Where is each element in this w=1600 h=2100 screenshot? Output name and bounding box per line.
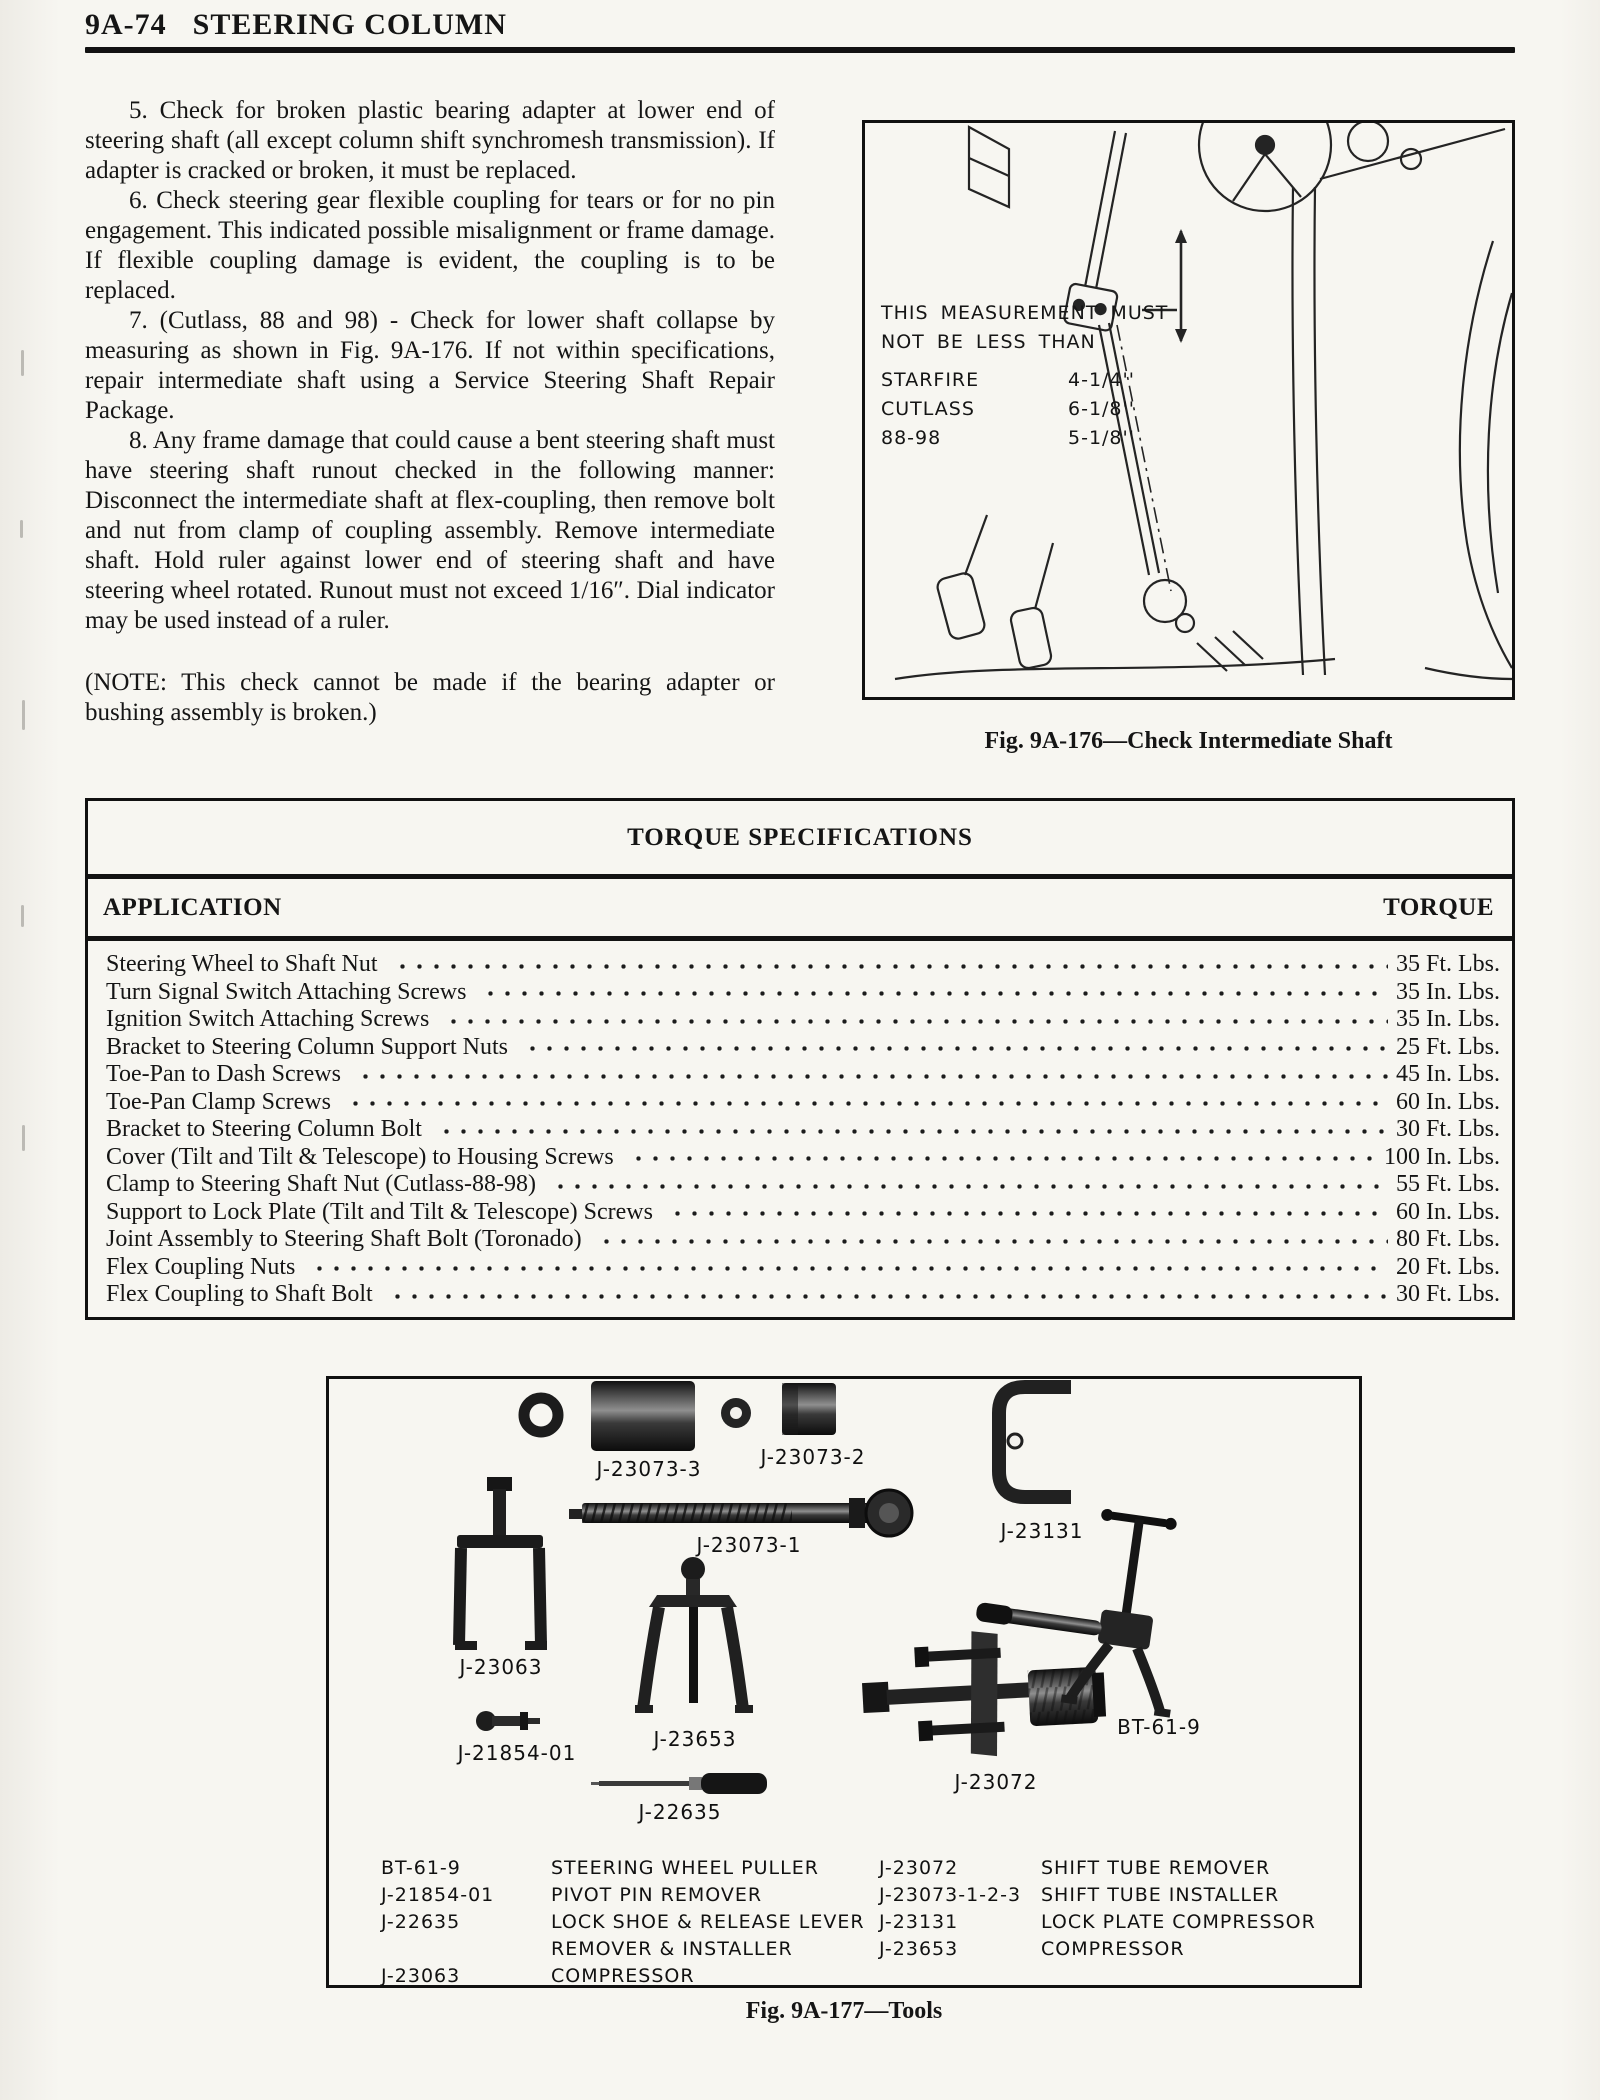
legend-code [879,1965,1041,1992]
paragraph-8: 8. Any frame damage that could cause a bent steering shaft must have steering shaft runout checked in the following manner: Disconnect the intermediate shaft at flex-coupling, then remove bolt and nut from clamp of coupling assembly. Remove intermediate shaft. Hold ruler against lower end of steering shaft and have steering wheel rotated. Runout must not exceed 1/16″. Dial indicator may be used instead of a ruler. [85,427,775,634]
page-header [85,8,507,42]
dot-leader [482,986,1388,1006]
tool-label: J-23072 [954,1770,1038,1794]
torque-rows [88,941,1512,1309]
application-cell: Flex Coupling to Shaft Bolt [106,1281,373,1307]
dot-leader [357,1069,1388,1089]
table-row [106,1006,1500,1034]
figure-177-caption: Fig. 9A-177—Tools [745,1998,943,2024]
application-cell: Ignition Switch Attaching Screws [106,1006,430,1032]
article-column [85,96,775,728]
section-code: 9A-74 [85,8,167,41]
legend-desc: COMPRESSOR [551,1965,695,1987]
model-value: 4-1/4'' [1068,369,1135,391]
table-row [106,1171,1500,1199]
legend-desc: PIVOT PIN REMOVER [551,1884,763,1906]
figure-annotation [881,299,1168,357]
tools-legend [381,1857,1331,1992]
legend-desc: LOCK SHOE & RELEASE LEVER [551,1911,865,1933]
dot-leader [445,1014,1388,1034]
scan-mark [20,520,23,538]
annotation-line-1: THIS MEASUREMENT MUST [881,302,1169,324]
torque-cell: 30 Ft. Lbs. [1395,1281,1500,1307]
tool-label: J-21854-01 [457,1741,577,1765]
annotation-line-2: NOT BE LESS THAN [881,331,1096,353]
tool-label: J-22635 [638,1800,722,1824]
application-cell: Joint Assembly to Steering Shaft Bolt (Toronado) [106,1226,582,1252]
scan-mark [22,1125,25,1151]
legend-code: J-22635 [381,1911,461,1933]
application-cell: Steering Wheel to Shaft Nut [106,951,378,977]
legend-code: BT-61-9 [381,1857,461,1879]
measurement-table [881,366,1135,453]
torque-cell: 100 In. Lbs. [1384,1143,1500,1170]
dot-leader [552,1179,1388,1199]
tool-label: J-23063 [459,1655,543,1679]
table-row [106,1199,1500,1227]
figure-177 [326,1376,1362,1988]
legend-code: J-21854-01 [381,1884,495,1906]
tool-label: J-23073-1 [696,1533,802,1557]
application-cell: Toe-Pan to Dash Screws [106,1061,341,1087]
application-column-header: APPLICATION [103,893,282,921]
torque-table-title: TORQUE SPECIFICATIONS [627,823,973,851]
model-value: 5-1/8'' [1068,427,1135,449]
scan-mark [22,700,25,730]
table-row [106,1254,1500,1282]
dot-leader [630,1151,1376,1171]
tool-ring [524,1398,558,1432]
tool-label: BT-61-9 [1117,1715,1201,1739]
legend-desc: STEERING WHEEL PULLER [551,1857,819,1879]
table-row [106,1226,1500,1254]
model-name: CUTLASS [881,398,975,420]
torque-cell: 25 Ft. Lbs. [1395,1033,1500,1060]
legend-code: J-23073-1-2-3 [879,1884,1022,1906]
tool-j21854-01 [476,1711,540,1731]
table-row [106,979,1500,1007]
torque-cell: 20 Ft. Lbs. [1395,1253,1500,1280]
scan-mark [21,350,24,376]
torque-cell: 30 Ft. Lbs. [1395,1116,1500,1142]
application-cell: Support to Lock Plate (Tilt and Tilt & Telescope) Screws [106,1198,653,1225]
tool-label: J-23073-2 [760,1445,866,1469]
application-cell: Cover (Tilt and Tilt & Telescope) to Housing Screws [106,1143,614,1170]
dot-leader [598,1234,1388,1254]
application-cell: Turn Signal Switch Attaching Screws [106,978,467,1005]
tool-j23063 [455,1477,547,1650]
dot-leader [347,1096,1388,1116]
note-paragraph: (NOTE: This check cannot be made if the bearing adapter or bushing assembly is broken.) [85,669,775,726]
torque-table-header [88,879,1512,936]
tool-label: J-23653 [653,1727,737,1751]
legend-desc: REMOVER & INSTALLER [551,1938,793,1960]
dot-leader [311,1261,1388,1281]
application-cell: Bracket to Steering Column Support Nuts [106,1033,508,1060]
torque-cell: 55 Ft. Lbs. [1395,1171,1500,1197]
legend-desc: SHIFT TUBE INSTALLER [1041,1884,1280,1906]
tool-j23131 [999,1387,1071,1497]
legend-code: J-23653 [879,1938,959,1960]
page-title: STEERING COLUMN [192,8,507,41]
scan-mark [21,905,24,927]
tool-label: J-23131 [1000,1519,1084,1543]
table-row [106,1089,1500,1117]
tool-label: J-23073-3 [596,1457,702,1481]
torque-cell: 35 In. Lbs. [1396,1006,1500,1032]
legend-desc: SHIFT TUBE REMOVER [1041,1857,1271,1879]
legend-code: J-23131 [879,1911,959,1933]
figure-176 [862,120,1515,700]
application-cell: Clamp to Steering Shaft Nut (Cutlass-88-98) [106,1171,536,1197]
dot-leader [394,959,1388,979]
tool-washer [721,1398,751,1428]
legend-code [381,1938,551,1965]
paragraph-5: 5. Check for broken plastic bearing adapter at lower end of steering shaft (all except column shift synchromesh transmission). If adapter is cracked or broken, it must be replaced. [85,97,775,184]
model-name: 88-98 [881,427,942,449]
measurement-row [881,395,1135,424]
table-row [106,1061,1500,1089]
legend-code: J-23072 [879,1857,959,1879]
legend-desc: COMPRESSOR [1041,1938,1185,1960]
dot-leader [438,1124,1388,1144]
steering-wheel-drawing [1199,123,1505,211]
dot-leader [669,1206,1388,1226]
table-row [106,1034,1500,1062]
legend-desc [1041,1965,1331,1992]
torque-column-header: TORQUE [1383,893,1494,921]
model-value: 6-1/8'' [1068,398,1135,420]
dot-leader [524,1041,1388,1061]
tool-j23653 [635,1557,753,1713]
legend-desc: LOCK PLATE COMPRESSOR [1041,1911,1316,1933]
header-rule [85,47,1515,53]
pedal-drawing [936,515,1053,670]
torque-cell: 35 Ft. Lbs. [1395,951,1500,977]
tool-j23073-2 [782,1383,836,1435]
table-row [106,1281,1500,1309]
figure-176-caption: Fig. 9A-176—Check Intermediate Shaft [984,728,1393,754]
tool-j23073-1 [569,1490,912,1536]
paragraph-6: 6. Check steering gear flexible coupling for tears or for no pin engagement. This indicated possible misalignment or frame damage. If flexible coupling damage is evident, the coupling is to be replaced. [85,187,775,304]
table-row [106,1144,1500,1172]
table-row [106,1116,1500,1144]
dot-leader [389,1289,1388,1309]
torque-cell: 80 Ft. Lbs. [1395,1226,1500,1252]
table-row [106,951,1500,979]
torque-cell: 60 In. Lbs. [1396,1088,1500,1115]
torque-cell: 35 In. Lbs. [1396,978,1500,1005]
torque-cell: 45 In. Lbs. [1396,1061,1500,1087]
application-cell: Flex Coupling Nuts [106,1253,296,1280]
torque-cell: 60 In. Lbs. [1396,1198,1500,1225]
paragraph-7: 7. (Cutlass, 88 and 98) - Check for lower shaft collapse by measuring as shown in Fig. 9A-176. If not within specifications, repair intermediate shaft using a Service Steering Shaft Repair Package. [85,307,775,424]
tool-j22635 [591,1773,767,1794]
torque-table [85,798,1515,1320]
model-name: STARFIRE [881,369,980,391]
application-cell: Toe-Pan Clamp Screws [106,1088,331,1115]
tool-j23073-3 [591,1381,695,1451]
measurement-row [881,366,1135,395]
legend-code: J-23063 [381,1965,461,1987]
application-cell: Bracket to Steering Column Bolt [106,1116,422,1142]
measurement-row [881,424,1135,453]
